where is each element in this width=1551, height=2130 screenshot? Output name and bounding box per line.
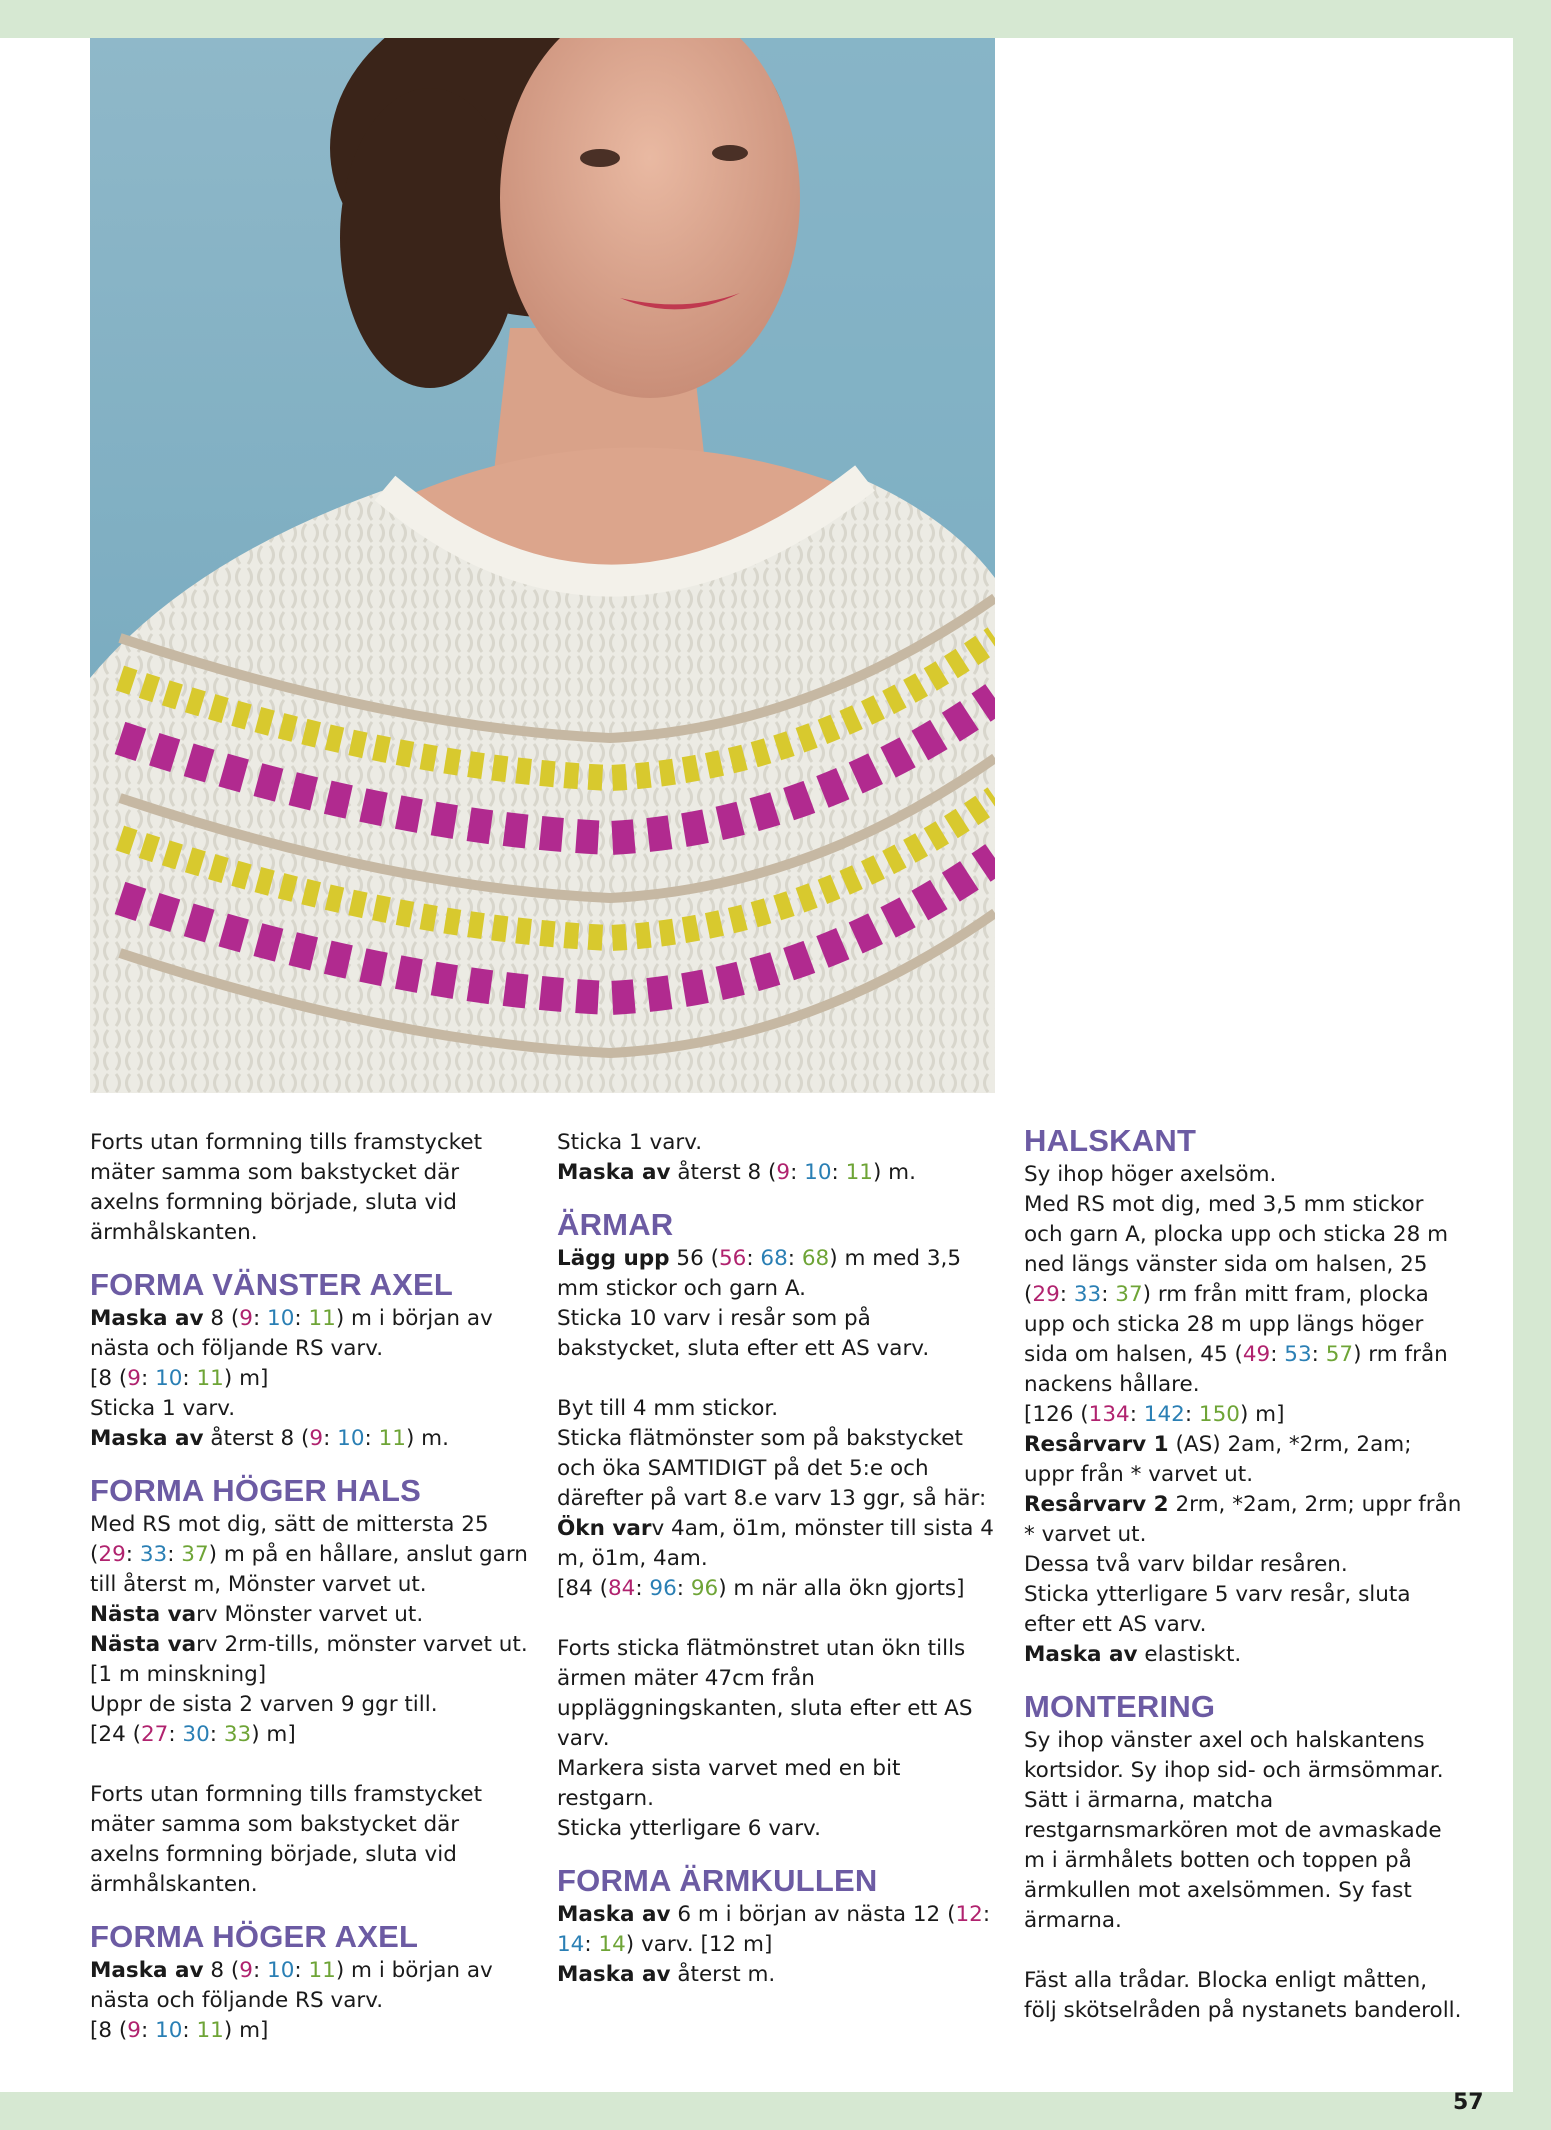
column-2: [557, 1128, 997, 1990]
instruction: Med RS mot dig, sätt de mittersta 25 (29: 33: 37) m på en hållare, anslut garn till återst m, Mönster varvet ut.: [90, 1512, 528, 1597]
heading-halskant: HALSKANT: [1024, 1123, 1197, 1158]
heading-montering: MONTERING: [1024, 1689, 1216, 1724]
instruction: Sy ihop vänster axel och halskantens kortsidor. Sy ihop sid- och ärmsömmar. Sätt i ärmarna, matcha restgarnsmarkören mot de avmaskade m i ärmhålets botten och toppen på ärmkullen mot axelsömmen. Sy fast ärmarna.: [1024, 1728, 1444, 1933]
instruction: Resårvarv 1 (AS) 2am, *2rm, 2am; uppr från * varvet ut.: [1024, 1432, 1412, 1487]
instruction: [8 (9: 10: 11) m]: [90, 1366, 269, 1391]
instruction: [8 (9: 10: 11) m]: [90, 2018, 269, 2043]
instruction: Sticka 10 varv i resår som på bakstycket, sluta efter ett AS varv.: [557, 1306, 930, 1361]
instruction: Markera sista varvet med en bit restgarn.: [557, 1756, 901, 1811]
instruction: Sticka ytterligare 5 varv resår, sluta efter ett AS varv.: [1024, 1582, 1411, 1637]
instruction: Maska av återst 8 (9: 10: 11) m.: [90, 1426, 449, 1451]
instruction: Lägg upp 56 (56: 68: 68) m med 3,5 mm stickor och garn A.: [557, 1246, 962, 1301]
heading-forma-vanster-axel: FORMA VÄNSTER AXEL: [90, 1267, 453, 1302]
instruction: Fäst alla trådar. Blocka enligt måtten, följ skötselråden på nystanets banderoll.: [1024, 1968, 1462, 2023]
instruction: Dessa två varv bildar resåren.: [1024, 1552, 1348, 1577]
instruction: Maska av återst 8 (9: 10: 11) m.: [557, 1160, 916, 1185]
instruction: Maska av 6 m i början av nästa 12 (12: 14: 14) varv. [12 m]: [557, 1902, 991, 1957]
instruction: [84 (84: 96: 96) m när alla ökn gjorts]: [557, 1576, 965, 1601]
instruction: Sy ihop höger axelsöm.: [1024, 1162, 1277, 1187]
instruction: Nästa varv 2rm-tills, mönster varvet ut.: [90, 1632, 528, 1657]
page-number: 57: [1453, 2090, 1484, 2115]
column-1: [90, 1128, 530, 2046]
instruction: Nästa varv Mönster varvet ut.: [90, 1602, 424, 1627]
instruction: Sticka ytterligare 6 varv.: [557, 1816, 821, 1841]
instruction: Maska av 8 (9: 10: 11) m i början av nästa och följande RS varv.: [90, 1958, 493, 2013]
instruction: Maska av 8 (9: 10: 11) m i början av nästa och följande RS varv.: [90, 1306, 493, 1361]
heading-forma-hoger-axel: FORMA HÖGER AXEL: [90, 1919, 419, 1954]
instruction: Sticka flätmönster som på bakstycket och öka SAMTIDIGT på det 5:e och därefter på vart 8.e varv 13 ggr, så här:: [557, 1426, 987, 1511]
instruction: [1 m minskning]: [90, 1662, 267, 1687]
instruction: Maska av elastiskt.: [1024, 1642, 1242, 1667]
instruction: Maska av återst m.: [557, 1962, 776, 1987]
instruction: [126 (134: 142: 150) m]: [1024, 1402, 1285, 1427]
paragraph: Forts utan formning tills framstycket mäter samma som bakstycket där axelns formning började, sluta vid ärmhålskanten.: [90, 1782, 483, 1897]
heading-forma-hoger-hals: FORMA HÖGER HALS: [90, 1473, 421, 1508]
heading-armar: ÄRMAR: [557, 1207, 674, 1242]
paragraph: Forts utan formning tills framstycket mäter samma som bakstycket där axelns formning började, sluta vid ärmhålskanten.: [90, 1130, 483, 1245]
column-3: [1024, 1124, 1464, 2026]
instruction: Sticka 1 varv.: [557, 1130, 703, 1155]
instruction: Uppr de sista 2 varven 9 ggr till.: [90, 1692, 438, 1717]
instruction: Byt till 4 mm stickor.: [557, 1396, 779, 1421]
instruction: [24 (27: 30: 33) m]: [90, 1722, 296, 1747]
instruction: Sticka 1 varv.: [90, 1396, 236, 1421]
instruction: Forts sticka flätmönstret utan ökn tills ärmen mäter 47cm från uppläggningskanten, sluta efter ett AS varv.: [557, 1636, 973, 1751]
heading-forma-armkullen: FORMA ÄRMKULLEN: [557, 1863, 878, 1898]
instruction: Resårvarv 2 2rm, *2am, 2rm; uppr från * varvet ut.: [1024, 1492, 1462, 1547]
instruction: Ökn varv 4am, ö1m, mönster till sista 4 m, ö1m, 4am.: [557, 1516, 994, 1571]
woman-in-fair-isle-sweater-photo: [90, 38, 995, 1093]
magazine-page: [0, 38, 1513, 2115]
instruction: Med RS mot dig, med 3,5 mm stickor och garn A, plocka upp och sticka 28 m ned längs vänster sida om halsen, 25 (29: 33: 37) rm från mitt fram, plocka upp och sticka 28 m upp längs höger sida om halsen, 45 (49: 53: 57) rm från nackens hållare.: [1024, 1192, 1449, 1397]
